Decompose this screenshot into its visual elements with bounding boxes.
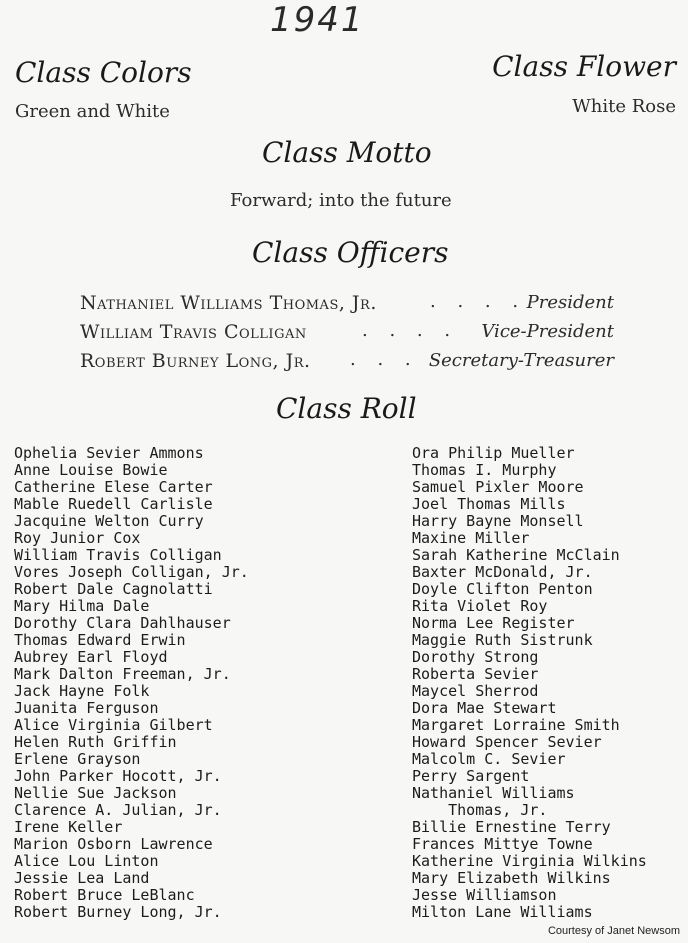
roll-entry: Erlene Grayson (14, 750, 141, 768)
roll-entry: Dorothy Strong (412, 648, 539, 666)
roll-entry: Nellie Sue Jackson (14, 784, 177, 802)
motto-value: Forward; into the future (230, 190, 452, 211)
colors-heading: Class Colors (15, 56, 192, 89)
roll-entry: Roberta Sevier (412, 665, 539, 683)
roll-entry: Robert Bruce LeBlanc (14, 886, 195, 904)
roll-entry: Doyle Clifton Penton (412, 580, 593, 598)
roll-entry: Katherine Virginia Wilkins (412, 852, 647, 870)
roll-entry: Anne Louise Bowie (14, 461, 168, 479)
officer-dots: . . . . (362, 320, 459, 341)
roll-entry: Catherine Elese Carter (14, 478, 213, 496)
roll-entry: Perry Sargent (412, 767, 530, 785)
roll-entry: Frances Mittye Towne (412, 835, 593, 853)
roll-entry: Dora Mae Stewart (412, 699, 557, 717)
officer-role: President (526, 292, 614, 313)
roll-entry: Dorothy Clara Dahlhauser (14, 614, 231, 632)
roll-entry: Alice Lou Linton (14, 852, 159, 870)
roll-right-column (412, 445, 647, 921)
roll-entry: Rita Violet Roy (412, 597, 548, 615)
roll-entry: Aubrey Earl Floyd (14, 648, 168, 666)
roll-entry: Alice Virginia Gilbert (14, 716, 213, 734)
roll-entry: Mary Elizabeth Wilkins (412, 869, 611, 887)
officer-name: William Travis Colligan (80, 321, 307, 343)
roll-entry: Mark Dalton Freeman, Jr. (14, 665, 231, 683)
roll-entry: Robert Burney Long, Jr. (14, 903, 222, 921)
handwritten-year: 1941 (270, 0, 365, 40)
officer-dots: . . . . (430, 291, 527, 312)
roll-entry: Jack Hayne Folk (14, 682, 150, 700)
roll-entry: Vores Joseph Colligan, Jr. (14, 563, 249, 581)
roll-heading: Class Roll (276, 392, 417, 425)
roll-entry: Juanita Ferguson (14, 699, 159, 717)
roll-entry: Harry Bayne Monsell (412, 512, 584, 530)
roll-entry: Thomas, Jr. (412, 801, 548, 819)
roll-entry: Nathaniel Williams (412, 784, 575, 802)
officer-role: Vice-President (481, 321, 614, 342)
colors-value: Green and White (15, 101, 170, 122)
roll-entry: Thomas I. Murphy (412, 461, 557, 479)
flower-value: White Rose (572, 96, 676, 117)
officer-role: Secretary-Treasurer (428, 350, 614, 371)
roll-entry: Billie Ernestine Terry (412, 818, 611, 836)
roll-entry: William Travis Colligan (14, 546, 222, 564)
roll-entry: Norma Lee Register (412, 614, 575, 632)
officer-name: Robert Burney Long, Jr. (80, 350, 311, 372)
roll-entry: Samuel Pixler Moore (412, 478, 584, 496)
photo-credit: Courtesy of Janet Newsom (547, 925, 680, 937)
roll-entry: Maggie Ruth Sistrunk (412, 631, 593, 649)
roll-entry: Mary Hilma Dale (14, 597, 150, 615)
roll-entry: Margaret Lorraine Smith (412, 716, 620, 734)
officers-heading: Class Officers (252, 236, 449, 269)
roll-left-column (14, 445, 249, 921)
officer-name: Nathaniel Williams Thomas, Jr. (80, 292, 377, 314)
roll-entry: John Parker Hocott, Jr. (14, 767, 222, 785)
roll-entry: Ophelia Sevier Ammons (14, 444, 204, 462)
roll-entry: Thomas Edward Erwin (14, 631, 186, 649)
roll-entry: Malcolm C. Sevier (412, 750, 566, 768)
roll-entry: Howard Spencer Sevier (412, 733, 602, 751)
roll-entry: Jesse Williamson (412, 886, 557, 904)
roll-entry: Maycel Sherrod (412, 682, 539, 700)
roll-entry: Helen Ruth Griffin (14, 733, 177, 751)
roll-entry: Roy Junior Cox (14, 529, 141, 547)
roll-entry: Clarence A. Julian, Jr. (14, 801, 222, 819)
officer-dots: . . . (350, 349, 419, 370)
roll-entry: Jessie Lea Land (14, 869, 150, 887)
motto-heading: Class Motto (262, 136, 432, 169)
roll-entry: Sarah Katherine McClain (412, 546, 620, 564)
roll-entry: Milton Lane Williams (412, 903, 593, 921)
roll-entry: Baxter McDonald, Jr. (412, 563, 593, 581)
roll-entry: Ora Philip Mueller (412, 444, 575, 462)
flower-heading: Class Flower (492, 50, 676, 83)
roll-entry: Maxine Miller (412, 529, 530, 547)
roll-entry: Marion Osborn Lawrence (14, 835, 213, 853)
roll-entry: Irene Keller (14, 818, 123, 836)
roll-entry: Mable Ruedell Carlisle (14, 495, 213, 513)
roll-entry: Jacquine Welton Curry (14, 512, 204, 530)
roll-entry: Robert Dale Cagnolatti (14, 580, 213, 598)
roll-entry: Joel Thomas Mills (412, 495, 566, 513)
